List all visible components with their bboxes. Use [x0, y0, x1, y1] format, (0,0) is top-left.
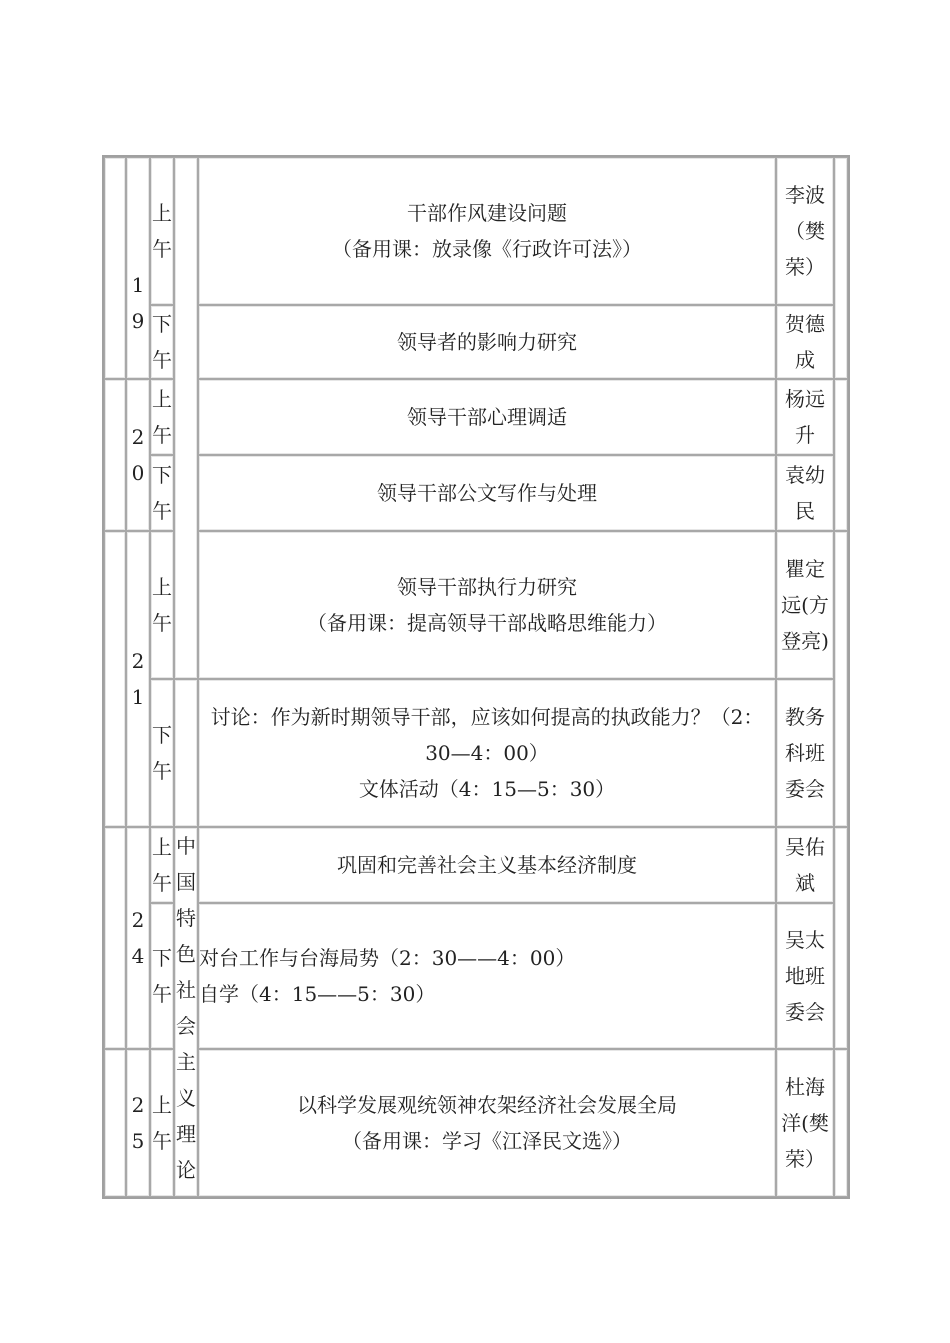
lecturer-cell: 杨远升 — [776, 379, 834, 455]
topic-line: 自学（4：15——5：30） — [199, 982, 436, 1006]
table-row — [104, 455, 848, 531]
date-cell: 19 — [126, 157, 150, 379]
table-row — [104, 679, 848, 827]
date-cell: 20 — [126, 379, 150, 531]
topic-cell — [198, 679, 776, 827]
period-cell: 上午 — [150, 379, 174, 455]
right-margin-cell — [834, 379, 848, 531]
table-row — [104, 827, 848, 903]
left-margin-cell — [104, 379, 126, 531]
topic-line: 领导干部心理调适 — [407, 405, 567, 429]
right-margin-cell — [834, 531, 848, 827]
lecturer-cell: 瞿定远(方登亮) — [776, 531, 834, 679]
left-margin-cell — [104, 157, 126, 379]
topic-line: 文体活动（4：15—5：30） — [358, 777, 616, 801]
topic-line: （备用课：放录像《行政许可法》） — [332, 237, 642, 261]
right-margin-cell — [834, 1049, 848, 1197]
lecturer-cell: 贺德成 — [776, 305, 834, 379]
topic-cell — [198, 379, 776, 455]
theme-cell-upper — [174, 157, 198, 679]
schedule-table — [102, 155, 850, 1199]
theme-cell-blank — [174, 679, 198, 827]
period-cell: 下午 — [150, 305, 174, 379]
left-margin-cell — [104, 1049, 126, 1197]
period-cell: 上午 — [150, 1049, 174, 1197]
topic-line: 对台工作与台海局势（2：30——4：00） — [199, 946, 576, 970]
lecturer-cell: 杜海洋(樊荣） — [776, 1049, 834, 1197]
topic-cell — [198, 1049, 776, 1197]
date-cell: 25 — [126, 1049, 150, 1197]
topic-line: （备用课：学习《江泽民文选》） — [342, 1129, 632, 1153]
right-margin-cell — [834, 827, 848, 1049]
topic-line: 领导干部执行力研究 — [397, 575, 577, 599]
topic-cell — [198, 157, 776, 305]
table-row — [104, 379, 848, 455]
period-cell: 上午 — [150, 827, 174, 903]
table-row — [104, 1049, 848, 1197]
date-cell: 24 — [126, 827, 150, 1049]
table-row — [104, 157, 848, 305]
topic-cell — [198, 305, 776, 379]
topic-line: （备用课：提高领导干部战略思维能力） — [307, 611, 667, 635]
table-row — [104, 305, 848, 379]
lecturer-cell: 吴太地班委会 — [776, 903, 834, 1049]
topic-cell — [198, 827, 776, 903]
lecturer-cell: 袁幼民 — [776, 455, 834, 531]
topic-cell — [198, 903, 776, 1049]
left-margin-cell — [104, 531, 126, 827]
lecturer-cell: 李波（樊荣） — [776, 157, 834, 305]
topic-line: 领导者的影响力研究 — [397, 330, 577, 354]
topic-line: 干部作风建设问题 — [407, 201, 567, 225]
period-cell: 下午 — [150, 455, 174, 531]
topic-line: 领导干部公文写作与处理 — [377, 481, 597, 505]
topic-line: 巩固和完善社会主义基本经济制度 — [337, 853, 637, 877]
lecturer-cell: 教务科班委会 — [776, 679, 834, 827]
lecturer-cell: 吴佑斌 — [776, 827, 834, 903]
date-cell: 21 — [126, 531, 150, 827]
period-cell: 上午 — [150, 531, 174, 679]
topic-line: 讨论：作为新时期领导干部，应该如何提高的执政能力？（2：30—4：00） — [210, 705, 764, 765]
right-margin-cell — [834, 157, 848, 379]
topic-line: 以科学发展观统领神农架经济社会发展全局 — [297, 1093, 677, 1117]
left-margin-cell — [104, 827, 126, 1049]
topic-cell — [198, 531, 776, 679]
period-cell: 下午 — [150, 679, 174, 827]
table-row — [104, 903, 848, 1049]
table-row — [104, 531, 848, 679]
period-cell: 上午 — [150, 157, 174, 305]
topic-cell — [198, 455, 776, 531]
period-cell: 下午 — [150, 903, 174, 1049]
theme-cell: 中国特色社会主义理论 — [174, 827, 198, 1197]
